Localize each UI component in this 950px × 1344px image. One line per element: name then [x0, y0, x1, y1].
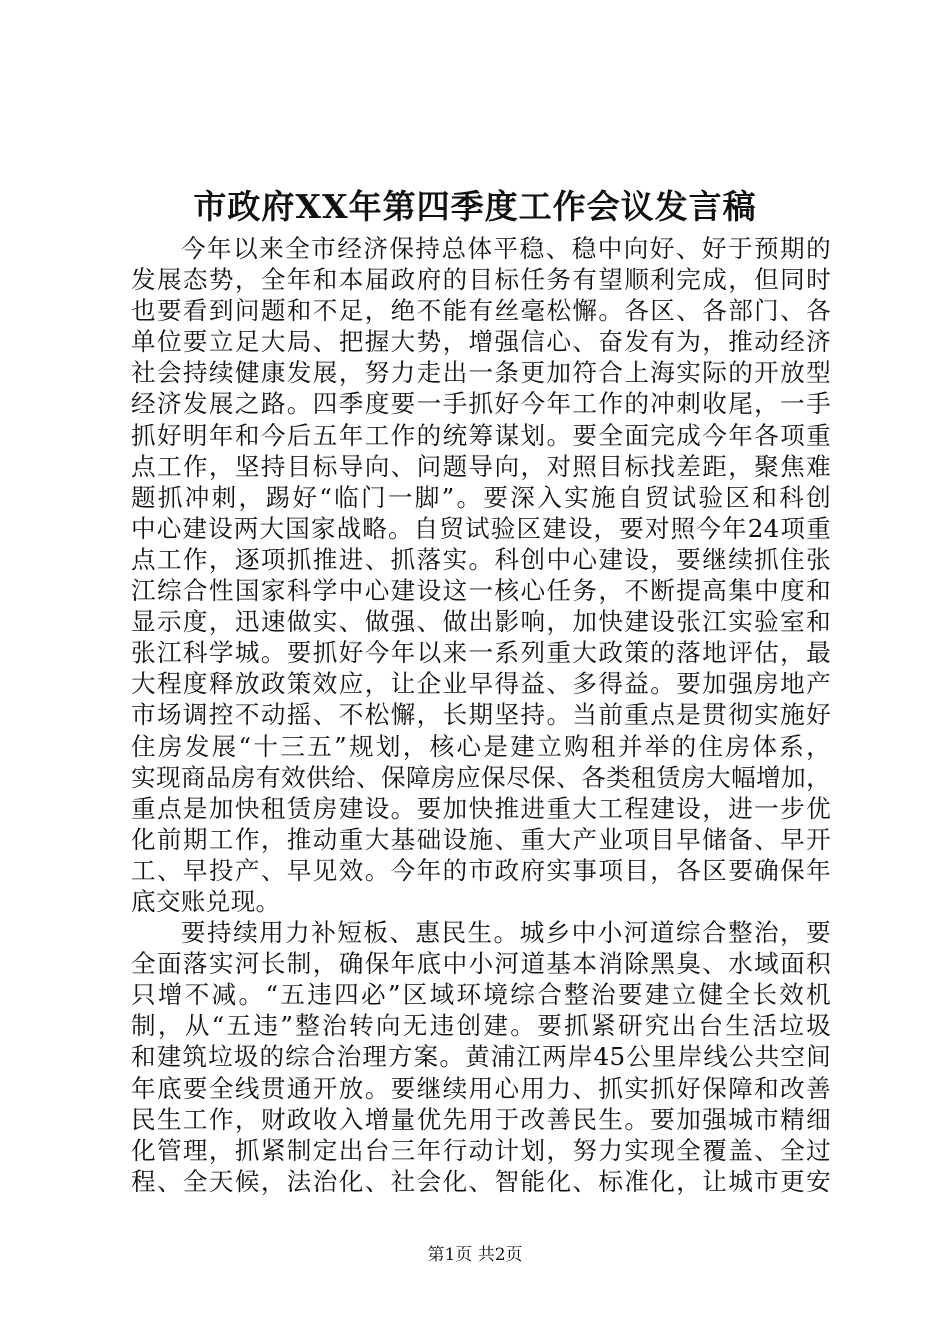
text-line: 重点是加快租赁房建设。要加快推进重大工程建设，进一步优: [131, 793, 831, 823]
document-title: 市政府XX年第四季度工作会议发言稿: [193, 187, 757, 226]
text-line: 市场调控不动摇、不松懈，长期坚持。当前重点是贯彻实施好: [131, 700, 831, 730]
text-line: 中心建设两大国家战略。自贸试验区建设，要对照今年24项重: [131, 513, 831, 543]
text-line: 民生工作，财政收入增量优先用于改善民生。要加强城市精细: [131, 1104, 831, 1134]
text-line: 也要看到问题和不足，绝不能有丝毫松懈。各区、各部门、各: [131, 296, 831, 326]
page-footer: 第1页 共2页: [427, 1245, 523, 1265]
document-body: [131, 233, 831, 1197]
text-line: 抓好明年和今后五年工作的统筹谋划。要全面完成今年各项重: [131, 420, 831, 450]
text-line: 化管理，抓紧制定出台三年行动计划，努力实现全覆盖、全过: [131, 1135, 831, 1165]
text-line: 单位要立足大局、把握大势，增强信心、奋发有为，推动经济: [131, 327, 831, 357]
text-line: 底交账兑现。: [131, 886, 281, 916]
text-line: 显示度，迅速做实、做强、做出影响，加快建设张江实验室和: [131, 607, 831, 637]
text-line: 题抓冲刺，踢好“临门一脚”。要深入实施自贸试验区和科创: [131, 482, 831, 512]
text-line: 经济发展之路。四季度要一手抓好今年工作的冲刺收尾，一手: [131, 389, 831, 419]
text-line: 要持续用力补短板、惠民生。城乡中小河道综合整治，要: [181, 918, 831, 948]
text-line: 今年以来全市经济保持总体平稳、稳中向好、好于预期的: [181, 234, 831, 263]
text-line: 程、全天候，法治化、社会化、智能化、标准化，让城市更安: [131, 1166, 831, 1196]
text-line: 工、早投产、早见效。今年的市政府实事项目，各区要确保年: [131, 855, 831, 885]
text-line: 张江科学城。要抓好今年以来一系列重大政策的落地评估，最: [131, 638, 831, 668]
text-line: 社会持续健康发展，努力走出一条更加符合上海实际的开放型: [131, 358, 831, 388]
text-line: 只增不减。“五违四必”区域环境综合整治要建立健全长效机: [131, 980, 831, 1010]
text-line: 和建筑垃圾的综合治理方案。黄浦江两岸45公里岸线公共空间: [131, 1042, 831, 1072]
text-line: 年底要全线贯通开放。要继续用心用力、抓实抓好保障和改善: [131, 1073, 831, 1103]
text-line: 江综合性国家科学中心建设这一核心任务，不断提高集中度和: [131, 576, 831, 606]
text-line: 实现商品房有效供给、保障房应保尽保、各类租赁房大幅增加，: [131, 762, 831, 792]
text-line: 点工作，坚持目标导向、问题导向，对照目标找差距，聚焦难: [131, 451, 831, 481]
text-line: 点工作，逐项抓推进、抓落实。科创中心建设，要继续抓住张: [131, 544, 831, 574]
paragraph-2: [131, 917, 831, 1197]
paragraph-1: [131, 233, 831, 917]
text-line: 大程度释放政策效应，让企业早得益、多得益。要加强房地产: [131, 669, 831, 699]
text-line: 全面落实河长制，确保年底中小河道基本消除黑臭、水域面积: [131, 949, 831, 979]
text-line: 住房发展“十三五”规划，核心是建立购租并举的住房体系，: [131, 731, 831, 761]
text-line: 制，从“五违”整治转向无违创建。要抓紧研究出台生活垃圾: [131, 1011, 831, 1041]
text-line: 化前期工作，推动重大基础设施、重大产业项目早储备、早开: [131, 824, 831, 854]
text-line: 发展态势，全年和本届政府的目标任务有望顺利完成，但同时: [131, 265, 831, 295]
